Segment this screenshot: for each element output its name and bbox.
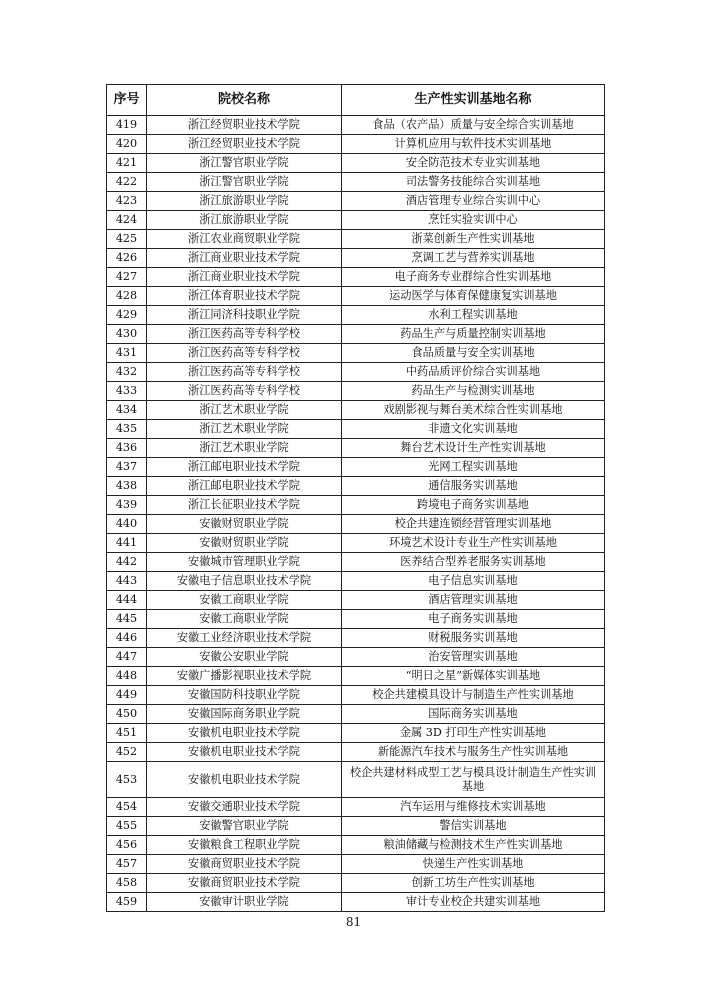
base-name-cell: 金属 3D 打印生产性实训基地 <box>342 724 605 743</box>
school-name-cell: 浙江医药高等专科学校 <box>147 325 342 344</box>
serial-number-cell: 436 <box>107 439 147 458</box>
school-name-cell: 浙江长征职业技术学院 <box>147 496 342 515</box>
table-row <box>107 211 605 230</box>
table-row <box>107 762 605 798</box>
school-name-cell: 浙江艺术职业学院 <box>147 420 342 439</box>
table-row <box>107 401 605 420</box>
serial-number-cell: 447 <box>107 648 147 667</box>
table-row <box>107 154 605 173</box>
school-name-cell: 安徽审计职业学院 <box>147 893 342 912</box>
school-name-cell: 安徽广播影视职业技术学院 <box>147 667 342 686</box>
school-name-cell: 安徽机电职业技术学院 <box>147 724 342 743</box>
table-row <box>107 667 605 686</box>
school-name-cell: 安徽机电职业技术学院 <box>147 762 342 798</box>
table-row <box>107 344 605 363</box>
base-name-cell: 食品质量与安全实训基地 <box>342 344 605 363</box>
table-row <box>107 363 605 382</box>
table-row <box>107 893 605 912</box>
school-name-cell: 浙江旅游职业学院 <box>147 211 342 230</box>
school-name-cell: 安徽公安职业学院 <box>147 648 342 667</box>
base-name-cell: 环境艺术设计专业生产性实训基地 <box>342 534 605 553</box>
serial-number-cell: 445 <box>107 610 147 629</box>
serial-number-cell: 428 <box>107 287 147 306</box>
serial-number-cell: 442 <box>107 553 147 572</box>
base-name-cell: 药品生产与质量控制实训基地 <box>342 325 605 344</box>
base-name-cell: 水利工程实训基地 <box>342 306 605 325</box>
serial-number-cell: 431 <box>107 344 147 363</box>
base-name-cell: 国际商务实训基地 <box>342 705 605 724</box>
serial-number-cell: 452 <box>107 743 147 762</box>
school-name-cell: 浙江医药高等专科学校 <box>147 344 342 363</box>
base-name-cell: 通信服务实训基地 <box>342 477 605 496</box>
base-name-cell: 计算机应用与软件技术实训基地 <box>342 135 605 154</box>
base-name-cell: 电子信息实训基地 <box>342 572 605 591</box>
school-name-cell: 浙江商业职业技术学院 <box>147 249 342 268</box>
base-name-cell: 酒店管理专业综合实训中心 <box>342 192 605 211</box>
base-name-cell: 运动医学与体育保健康复实训基地 <box>342 287 605 306</box>
table-row <box>107 306 605 325</box>
table-row <box>107 230 605 249</box>
table-row <box>107 439 605 458</box>
page-number: 81 <box>345 915 362 929</box>
school-name-cell: 安徽电子信息职业技术学院 <box>147 572 342 591</box>
school-name-cell: 浙江艺术职业学院 <box>147 401 342 420</box>
base-name-cell: 跨境电子商务实训基地 <box>342 496 605 515</box>
serial-number-cell: 449 <box>107 686 147 705</box>
school-name-cell: 浙江同济科技职业学院 <box>147 306 342 325</box>
base-name-cell: 新能源汽车技术与服务生产性实训基地 <box>342 743 605 762</box>
table-row <box>107 477 605 496</box>
base-name-cell: 食品（农产品）质量与安全综合实训基地 <box>342 116 605 135</box>
school-name-cell: 安徽警官职业学院 <box>147 817 342 836</box>
table-row <box>107 572 605 591</box>
table-row <box>107 496 605 515</box>
base-name-cell: 光网工程实训基地 <box>342 458 605 477</box>
base-name-cell: 快递生产性实训基地 <box>342 855 605 874</box>
serial-number-cell: 454 <box>107 798 147 817</box>
header-serial-number: 序号 <box>107 85 147 116</box>
table-row <box>107 743 605 762</box>
school-name-cell: 安徽工商职业学院 <box>147 591 342 610</box>
serial-number-cell: 446 <box>107 629 147 648</box>
school-name-cell: 浙江经贸职业技术学院 <box>147 135 342 154</box>
base-name-cell: 安全防范技术专业实训基地 <box>342 154 605 173</box>
serial-number-cell: 420 <box>107 135 147 154</box>
table-row <box>107 534 605 553</box>
school-name-cell: 安徽财贸职业学院 <box>147 515 342 534</box>
school-name-cell: 安徽国防科技职业学院 <box>147 686 342 705</box>
table-row <box>107 610 605 629</box>
school-name-cell: 安徽商贸职业技术学院 <box>147 855 342 874</box>
serial-number-cell: 456 <box>107 836 147 855</box>
school-name-cell: 安徽城市管理职业学院 <box>147 553 342 572</box>
school-name-cell: 浙江邮电职业技术学院 <box>147 458 342 477</box>
header-school-name: 院校名称 <box>147 85 342 116</box>
serial-number-cell: 435 <box>107 420 147 439</box>
table-row <box>107 287 605 306</box>
school-name-cell: 浙江警官职业学院 <box>147 173 342 192</box>
table-row <box>107 724 605 743</box>
table-row <box>107 116 605 135</box>
serial-number-cell: 444 <box>107 591 147 610</box>
school-name-cell: 浙江经贸职业技术学院 <box>147 116 342 135</box>
table-row <box>107 798 605 817</box>
serial-number-cell: 440 <box>107 515 147 534</box>
table-row <box>107 705 605 724</box>
school-name-cell: 浙江医药高等专科学校 <box>147 382 342 401</box>
base-name-cell: 校企共建连锁经营管理实训基地 <box>342 515 605 534</box>
school-name-cell: 浙江旅游职业学院 <box>147 192 342 211</box>
serial-number-cell: 430 <box>107 325 147 344</box>
base-name-cell: 治安管理实训基地 <box>342 648 605 667</box>
serial-number-cell: 437 <box>107 458 147 477</box>
base-name-cell: 校企共建材料成型工艺与模具设计制造生产性实训基地 <box>342 762 605 798</box>
serial-number-cell: 438 <box>107 477 147 496</box>
base-name-cell: 医养结合型养老服务实训基地 <box>342 553 605 572</box>
base-name-cell: 审计专业校企共建实训基地 <box>342 893 605 912</box>
base-name-cell: 非遗文化实训基地 <box>342 420 605 439</box>
school-name-cell: 安徽商贸职业技术学院 <box>147 874 342 893</box>
table-row <box>107 629 605 648</box>
table-row <box>107 591 605 610</box>
base-name-cell: 粮油储藏与检测技术生产性实训基地 <box>342 836 605 855</box>
base-name-cell: 校企共建模具设计与制造生产性实训基地 <box>342 686 605 705</box>
serial-number-cell: 433 <box>107 382 147 401</box>
serial-number-cell: 451 <box>107 724 147 743</box>
table-row <box>107 458 605 477</box>
base-name-cell: 创新工坊生产性实训基地 <box>342 874 605 893</box>
school-name-cell: 浙江医药高等专科学校 <box>147 363 342 382</box>
school-name-cell: 浙江体育职业技术学院 <box>147 287 342 306</box>
table-row <box>107 874 605 893</box>
base-name-cell: 烹饪实验实训中心 <box>342 211 605 230</box>
base-name-cell: “明日之星”新媒体实训基地 <box>342 667 605 686</box>
base-name-cell: 汽车运用与维修技术实训基地 <box>342 798 605 817</box>
school-name-cell: 浙江邮电职业技术学院 <box>147 477 342 496</box>
serial-number-cell: 423 <box>107 192 147 211</box>
serial-number-cell: 425 <box>107 230 147 249</box>
serial-number-cell: 459 <box>107 893 147 912</box>
serial-number-cell: 448 <box>107 667 147 686</box>
table-row <box>107 249 605 268</box>
base-name-cell: 警信实训基地 <box>342 817 605 836</box>
serial-number-cell: 458 <box>107 874 147 893</box>
base-name-cell: 酒店管理实训基地 <box>342 591 605 610</box>
school-name-cell: 安徽交通职业技术学院 <box>147 798 342 817</box>
base-name-cell: 电子商务专业群综合性实训基地 <box>342 268 605 287</box>
base-name-cell: 舞台艺术设计生产性实训基地 <box>342 439 605 458</box>
serial-number-cell: 426 <box>107 249 147 268</box>
school-name-cell: 安徽工商职业学院 <box>147 610 342 629</box>
table-row <box>107 420 605 439</box>
serial-number-cell: 443 <box>107 572 147 591</box>
school-name-cell: 浙江商业职业技术学院 <box>147 268 342 287</box>
school-name-cell: 浙江农业商贸职业学院 <box>147 230 342 249</box>
serial-number-cell: 432 <box>107 363 147 382</box>
table-row <box>107 686 605 705</box>
training-base-table <box>106 84 605 912</box>
base-name-cell: 烹调工艺与营养实训基地 <box>342 249 605 268</box>
base-name-cell: 药品生产与检测实训基地 <box>342 382 605 401</box>
table-row <box>107 135 605 154</box>
table-row <box>107 648 605 667</box>
table-row <box>107 817 605 836</box>
serial-number-cell: 455 <box>107 817 147 836</box>
school-name-cell: 安徽工业经济职业技术学院 <box>147 629 342 648</box>
table-row <box>107 382 605 401</box>
table-row <box>107 173 605 192</box>
table-row <box>107 268 605 287</box>
table-row <box>107 855 605 874</box>
serial-number-cell: 439 <box>107 496 147 515</box>
base-name-cell: 电子商务实训基地 <box>342 610 605 629</box>
base-name-cell: 浙菜创新生产性实训基地 <box>342 230 605 249</box>
base-name-cell: 中药品质评价综合实训基地 <box>342 363 605 382</box>
serial-number-cell: 419 <box>107 116 147 135</box>
header-base-name: 生产性实训基地名称 <box>342 85 605 116</box>
table-row <box>107 553 605 572</box>
table-row <box>107 836 605 855</box>
serial-number-cell: 457 <box>107 855 147 874</box>
table-header-row <box>107 85 605 116</box>
table-row <box>107 325 605 344</box>
serial-number-cell: 429 <box>107 306 147 325</box>
school-name-cell: 安徽机电职业技术学院 <box>147 743 342 762</box>
school-name-cell: 浙江艺术职业学院 <box>147 439 342 458</box>
base-name-cell: 财税服务实训基地 <box>342 629 605 648</box>
serial-number-cell: 450 <box>107 705 147 724</box>
table-row <box>107 515 605 534</box>
school-name-cell: 安徽国际商务职业学院 <box>147 705 342 724</box>
serial-number-cell: 427 <box>107 268 147 287</box>
serial-number-cell: 453 <box>107 762 147 798</box>
serial-number-cell: 424 <box>107 211 147 230</box>
serial-number-cell: 422 <box>107 173 147 192</box>
table-row <box>107 192 605 211</box>
school-name-cell: 安徽财贸职业学院 <box>147 534 342 553</box>
base-name-cell: 司法警务技能综合实训基地 <box>342 173 605 192</box>
school-name-cell: 安徽粮食工程职业学院 <box>147 836 342 855</box>
serial-number-cell: 421 <box>107 154 147 173</box>
base-name-cell: 戏剧影视与舞台美术综合性实训基地 <box>342 401 605 420</box>
serial-number-cell: 434 <box>107 401 147 420</box>
school-name-cell: 浙江警官职业学院 <box>147 154 342 173</box>
serial-number-cell: 441 <box>107 534 147 553</box>
